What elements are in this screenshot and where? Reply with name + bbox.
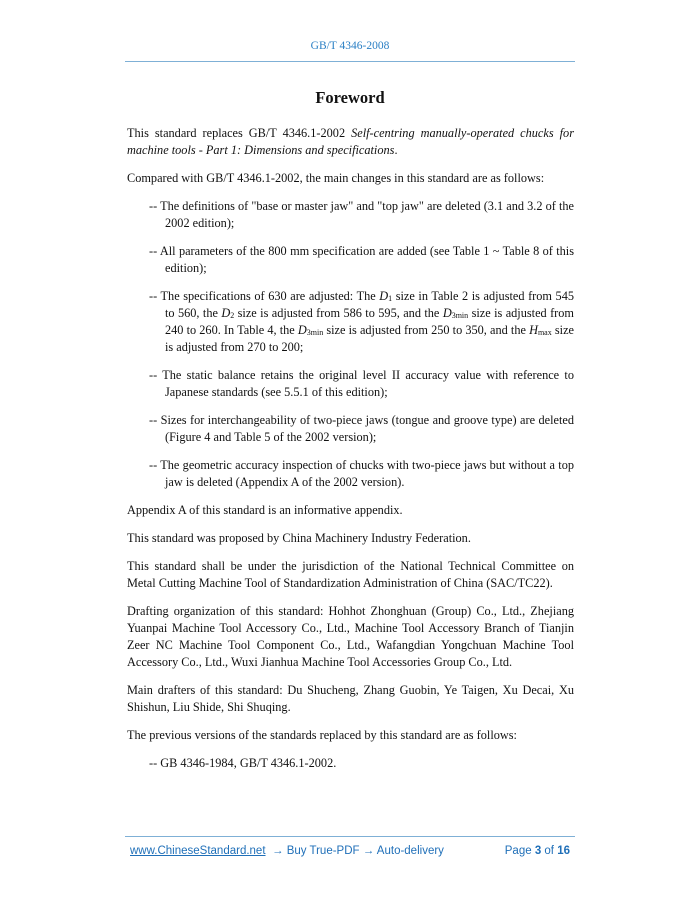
footer-rule — [125, 836, 575, 837]
list-item-text: size is adjusted from 270 to 200; — [165, 323, 574, 354]
list-item — [149, 288, 574, 356]
paragraph-text: . — [394, 143, 398, 157]
foreword-body — [127, 125, 574, 783]
page-of: of — [541, 845, 558, 857]
paragraph-main-changes: Compared with GB/T 4346.1-2002, the main changes in this standard are as follows: — [127, 171, 545, 185]
symbol-h: H — [529, 323, 538, 337]
list-item: -- The static balance retains the original level II accuracy value with reference to Japanese standards (see 5.5.1 of this edition); — [149, 368, 574, 399]
paragraph-appendix: Appendix A of this standard is an informative appendix. — [127, 503, 403, 517]
list-item-text: size is adjusted from 586 to 595, and the — [234, 306, 443, 320]
list-item-text: size in Table 2 is adjusted from 545 to 560, the — [165, 289, 574, 320]
symbol-subscript: 3min — [451, 311, 469, 320]
page-indicator — [505, 845, 570, 857]
paragraph-jurisdiction: This standard shall be under the jurisdiction of the National Technical Committee on Metal Cutting Machine Tool of Standardization Administration of China (SAC/TC22). — [127, 559, 574, 590]
symbol-subscript: 1 — [388, 294, 393, 303]
list-item-text: size is adjusted from 240 to 260. In Table 4, the — [165, 306, 574, 337]
list-item: -- GB 4346-1984, GB/T 4346.1-2002. — [149, 756, 337, 770]
paragraph-replaces — [127, 125, 574, 159]
site-link[interactable]: www.ChineseStandard.net — [130, 845, 266, 857]
symbol-d: D — [442, 306, 452, 320]
header-doc-id: GB/T 4346-2008 — [310, 40, 390, 52]
list-item: -- Sizes for interchangeability of two-piece jaws (tongue and groove type) are deleted (Figure 4 and Table 5 of the 2002 version); — [149, 413, 574, 444]
symbol-subscript: 3min — [306, 328, 324, 337]
page-number: 3 — [534, 845, 542, 857]
header-rule — [125, 61, 575, 62]
paragraph-proposed: This standard was proposed by China Machinery Industry Federation. — [127, 531, 471, 545]
paragraph-text: This standard replaces GB/T 4346.1-2002 — [127, 126, 352, 140]
symbol-subscript: 2 — [230, 311, 235, 320]
page-label: Page — [504, 845, 535, 857]
paragraph-previous: The previous versions of the standards replaced by this standard are as follows: — [127, 728, 517, 742]
symbol-subscript: max — [537, 328, 552, 337]
list-item: -- The geometric accuracy inspection of chucks with two-piece jaws but without a top jaw is deleted (Appendix A of the 2002 version). — [149, 458, 574, 489]
list-item-text: size is adjusted from 250 to 350, and the — [323, 323, 530, 337]
paragraph-drafters: Main drafters of this standard: Du Shucheng, Zhang Guobin, Ye Taigen, Xu Decai, Xu Shishun, Liu Shide, Shi Shuqing. — [127, 683, 574, 714]
paragraph-drafting-org: Drafting organization of this standard: Hohhot Zhonghuan (Group) Co., Ltd., Zhejiang Yuanpai Machine Tool Accessory Co., Ltd., Machine Tool Accessory Branch of Tianjin Zeer NC Machine Tool Component Co., Ltd., Wafangdian Yongchuan Machine Tool Accessory Co., Ltd., Wuxi Jianhua Machine Tool Accessories Group Co., Ltd. — [127, 604, 574, 669]
list-item: -- All parameters of the 800 mm specification are added (see Table 1 ~ Table 8 of this edition); — [149, 244, 574, 275]
standard-title-italic: Self-centring manually-operated chucks for machine tools - Part 1: Dimensions and specifications — [127, 126, 574, 157]
buy-link[interactable]: → Buy True-PDF → Auto-delivery — [272, 845, 444, 857]
page-title: Foreword — [315, 88, 385, 107]
symbol-d: D — [297, 323, 307, 337]
symbol-d: D — [221, 306, 231, 320]
page-total: 16 — [557, 845, 570, 857]
list-item-text: -- The specifications of 630 are adjusted: The — [149, 289, 380, 303]
list-item: -- The definitions of "base or master jaw" and "top jaw" are deleted (3.1 and 3.2 of the 2002 edition); — [149, 199, 574, 230]
symbol-d: D — [379, 289, 389, 303]
